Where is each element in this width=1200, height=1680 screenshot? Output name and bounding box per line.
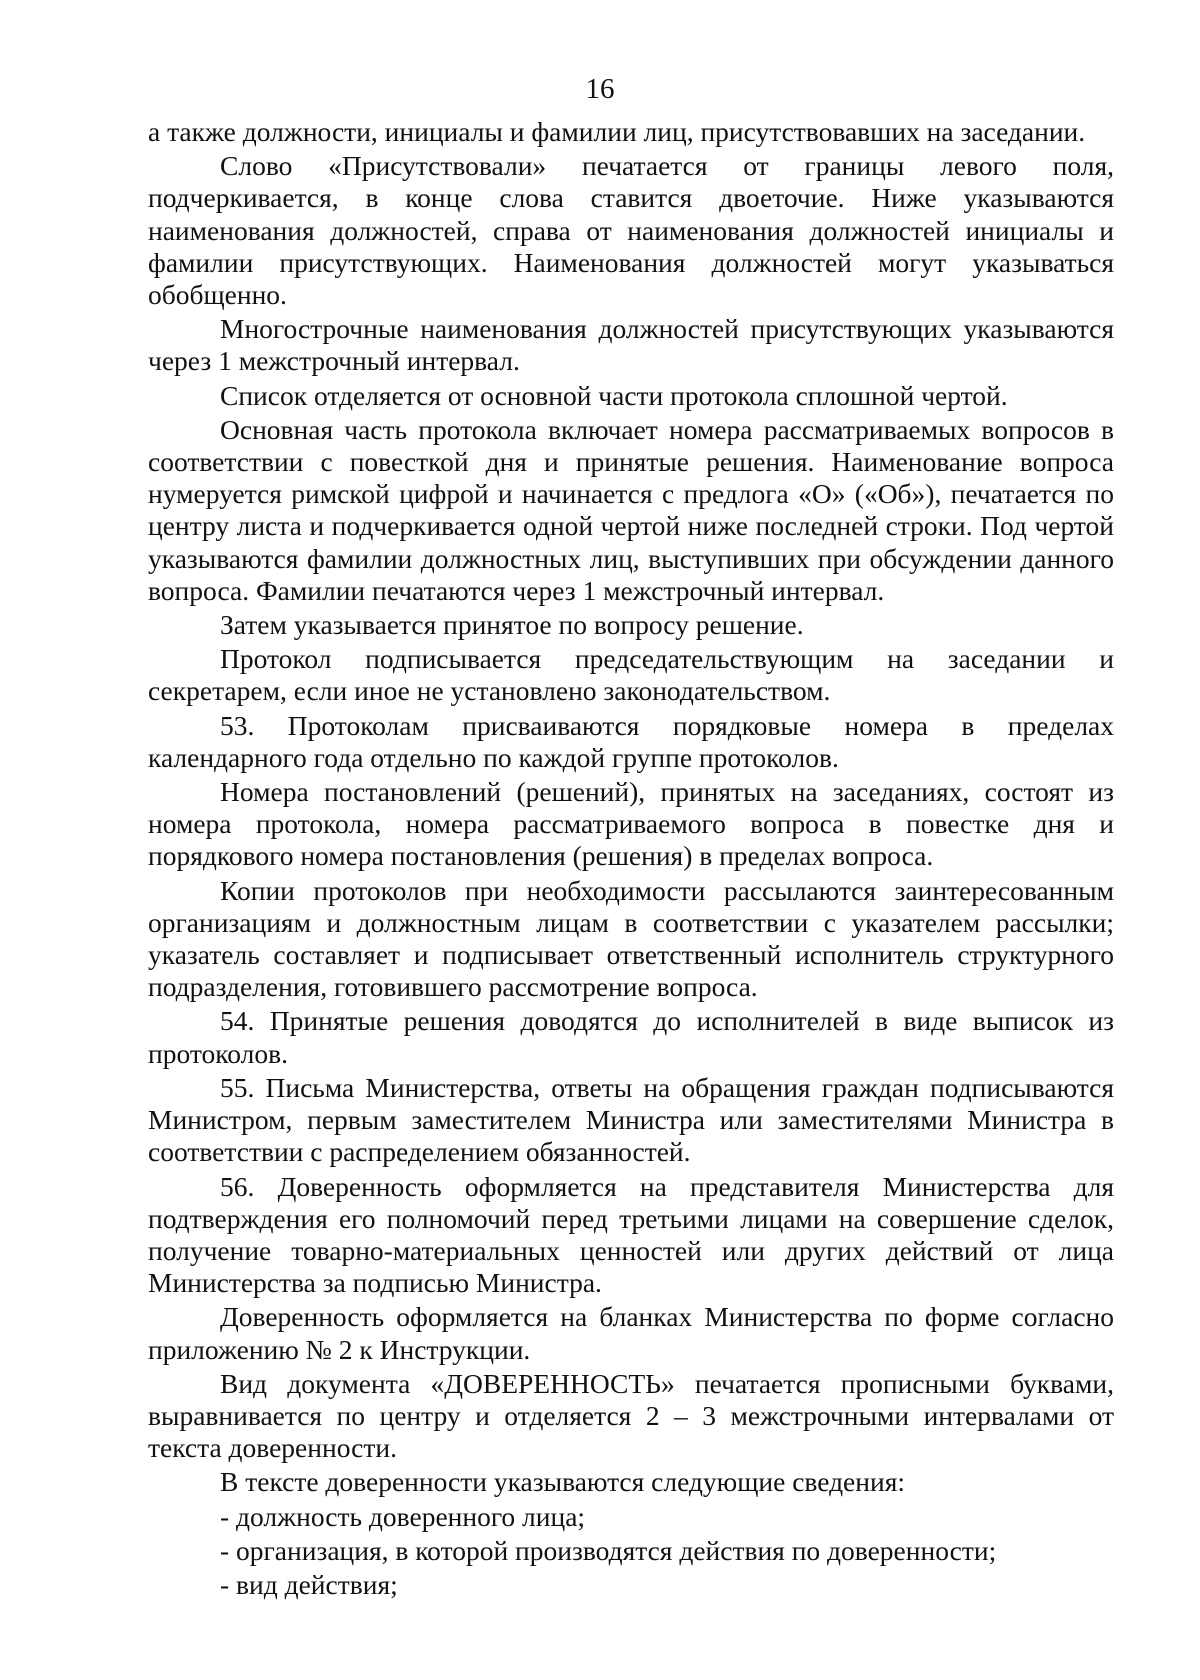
paragraph: 56. Доверенность оформляется на представителя Министерства для подтверждения его полномочий перед третьими лицами на совершение сделок, получение товарно-материальных ценностей или других действий от лица Министерства за подписью Министра. (148, 1170, 1114, 1299)
paragraph: Многострочные наименования должностей присутствующих указываются через 1 межстрочный интервал. (148, 313, 1114, 377)
document-body (148, 116, 1114, 1601)
list-item: - должность доверенного лица; (220, 1500, 586, 1532)
paragraph: а также должности, инициалы и фамилии лиц, присутствовавших на заседании. (148, 116, 1086, 147)
paragraph: 55. Письма Министерства, ответы на обращения граждан подписываются Министром, первым заместителем Министра или заместителями Министра в соответствии с распределением обязанностей. (148, 1071, 1114, 1168)
paragraph: Номера постановлений (решений), принятых на заседаниях, состоят из номера протокола, номера рассматриваемого вопроса в повестке дня и порядкового номера постановления (решения) в пределах вопроса. (148, 776, 1114, 872)
paragraph: Затем указывается принятое по вопросу решение. (220, 609, 804, 641)
paragraph: В тексте доверенности указываются следующие сведения: (220, 1466, 905, 1498)
paragraph: Протокол подписывается председательствующим на заседании и секретарем, если иное не установлено законодательством. (148, 643, 1114, 707)
paragraph: Основная часть протокола включает номера рассматриваемых вопросов в соответствии с повесткой дня и принятые решения. Наименование вопроса нумеруется римской цифрой и начинается с предлога «О» («Об»), печатается по центру листа и подчеркивается одной чертой ниже последней строки. Под чертой указываются фамилии должностных лиц, выступивших при обсуждении данного вопроса. Фамилии печатаются через 1 межстрочный интервал. (148, 413, 1114, 606)
paragraph: Список отделяется от основной части протокола сплошной чертой. (220, 379, 1008, 411)
paragraph: Вид документа «ДОВЕРЕННОСТЬ» печатается прописными буквами, выравнивается по центру и отделяется 2 – 3 межстрочными интервалами от текста доверенности. (148, 1367, 1114, 1464)
page-number: 16 (585, 73, 615, 105)
list-item: - организация, в которой производятся действия по доверенности; (220, 1534, 997, 1566)
list-item: - вид действия; (220, 1568, 398, 1600)
paragraph: 54. Принятые решения доводятся до исполнителей в виде выписок из протоколов. (148, 1005, 1114, 1069)
paragraph: Доверенность оформляется на бланках Министерства по форме согласно приложению № 2 к Инструкции. (148, 1301, 1114, 1365)
paragraph: Слово «Присутствовали» печатается от границы левого поля, подчеркивается, в конце слова ставится двоеточие. Ниже указываются наименования должностей, справа от наименования должностей инициалы и фамилии присутствующих. Наименования должностей могут указываться обобщенно. (148, 150, 1114, 311)
paragraph: 53. Протоколам присваиваются порядковые номера в пределах календарного года отдельно по каждой группе протоколов. (148, 709, 1114, 773)
paragraph: Копии протоколов при необходимости рассылаются заинтересованным организациям и должностным лицам в соответствии с указателем рассылки; указатель составляет и подписывает ответственный исполнитель структурного подразделения, готовившего рассмотрение вопроса. (148, 874, 1114, 1003)
